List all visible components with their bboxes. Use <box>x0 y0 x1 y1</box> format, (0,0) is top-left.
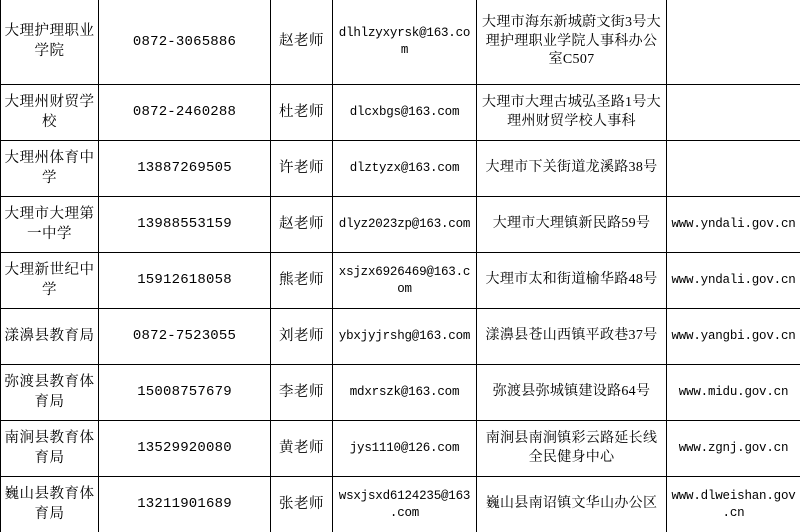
cell-phone: 0872-7523055 <box>99 309 271 365</box>
table-row <box>1 309 800 365</box>
cell-address: 大理市海东新城蔚文街3号大理护理职业学院人事科办公室C507 <box>477 0 667 85</box>
table-row <box>1 141 800 197</box>
cell-website <box>667 141 800 197</box>
cell-email: dlcxbgs@163.com <box>333 85 477 141</box>
cell-organization: 弥渡县教育体育局 <box>1 365 99 421</box>
cell-website[interactable]: www.dlweishan.gov.cn <box>667 477 800 532</box>
cell-address: 漾濞县苍山西镇平政巷37号 <box>477 309 667 365</box>
table-row <box>1 365 800 421</box>
cell-contact-name: 赵老师 <box>271 197 333 253</box>
cell-organization: 南涧县教育体育局 <box>1 421 99 477</box>
cell-organization: 漾濞县教育局 <box>1 309 99 365</box>
table-row <box>1 85 800 141</box>
cell-email: wsxjsxd6124235@163.com <box>333 477 477 532</box>
cell-email: dlhlzyxyrsk@163.com <box>333 0 477 85</box>
table-row <box>1 477 800 532</box>
cell-email: ybxjyjrshg@163.com <box>333 309 477 365</box>
cell-organization: 大理市大理第一中学 <box>1 197 99 253</box>
cell-email: jys1110@126.com <box>333 421 477 477</box>
cell-address: 大理市大理古城弘圣路1号大理州财贸学校人事科 <box>477 85 667 141</box>
cell-address: 南涧县南涧镇彩云路延长线全民健身中心 <box>477 421 667 477</box>
table-row <box>1 253 800 309</box>
cell-website[interactable]: www.yangbi.gov.cn <box>667 309 800 365</box>
cell-contact-name: 杜老师 <box>271 85 333 141</box>
cell-phone: 15912618058 <box>99 253 271 309</box>
table-row <box>1 0 800 85</box>
cell-website[interactable]: www.zgnj.gov.cn <box>667 421 800 477</box>
cell-website <box>667 85 800 141</box>
table-body <box>1 0 800 532</box>
cell-organization: 大理护理职业学院 <box>1 0 99 85</box>
cell-contact-name: 许老师 <box>271 141 333 197</box>
cell-address: 大理市下关街道龙溪路38号 <box>477 141 667 197</box>
cell-phone: 0872-2460288 <box>99 85 271 141</box>
cell-contact-name: 黄老师 <box>271 421 333 477</box>
cell-address: 大理市太和街道榆华路48号 <box>477 253 667 309</box>
cell-email: dlyz2023zp@163.com <box>333 197 477 253</box>
cell-website[interactable]: www.midu.gov.cn <box>667 365 800 421</box>
cell-contact-name: 赵老师 <box>271 0 333 85</box>
cell-contact-name: 李老师 <box>271 365 333 421</box>
cell-organization: 大理州体育中学 <box>1 141 99 197</box>
cell-website[interactable]: www.yndali.gov.cn <box>667 197 800 253</box>
cell-organization: 大理新世纪中学 <box>1 253 99 309</box>
table-row <box>1 421 800 477</box>
cell-website[interactable]: www.yndali.gov.cn <box>667 253 800 309</box>
cell-phone: 13211901689 <box>99 477 271 532</box>
cell-phone: 0872-3065886 <box>99 0 271 85</box>
cell-email: xsjzx6926469@163.com <box>333 253 477 309</box>
cell-phone: 13529920080 <box>99 421 271 477</box>
cell-email: mdxrszk@163.com <box>333 365 477 421</box>
cell-address: 弥渡县弥城镇建设路64号 <box>477 365 667 421</box>
cell-phone: 15008757679 <box>99 365 271 421</box>
cell-website <box>667 0 800 85</box>
cell-email: dlztyzx@163.com <box>333 141 477 197</box>
cell-phone: 13988553159 <box>99 197 271 253</box>
cell-contact-name: 张老师 <box>271 477 333 532</box>
cell-phone: 13887269505 <box>99 141 271 197</box>
table-row <box>1 197 800 253</box>
cell-address: 巍山县南诏镇文华山办公区 <box>477 477 667 532</box>
cell-contact-name: 熊老师 <box>271 253 333 309</box>
cell-contact-name: 刘老师 <box>271 309 333 365</box>
cell-organization: 巍山县教育体育局 <box>1 477 99 532</box>
cell-organization: 大理州财贸学校 <box>1 85 99 141</box>
cell-address: 大理市大理镇新民路59号 <box>477 197 667 253</box>
